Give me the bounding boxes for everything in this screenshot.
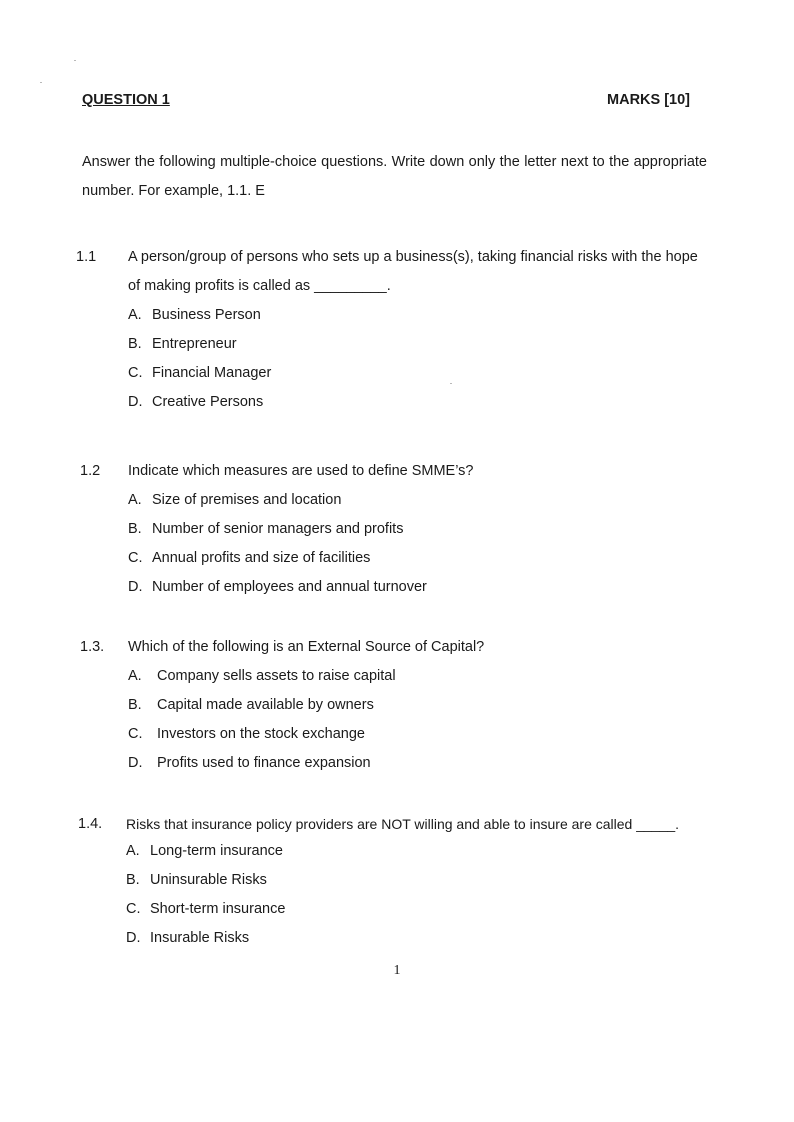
option-text: Capital made available by owners <box>157 697 374 713</box>
option-text: Number of senior managers and profits <box>152 521 404 537</box>
option-text: Creative Persons <box>152 394 264 410</box>
option-letter: D. <box>126 930 141 946</box>
question-number: 1.1 <box>76 249 97 265</box>
option <box>128 359 271 388</box>
option-text: Annual profits and size of facilities <box>152 550 371 566</box>
option <box>128 330 271 359</box>
option <box>128 720 396 749</box>
option-list <box>128 662 396 778</box>
option <box>128 486 427 515</box>
option-list <box>128 301 271 417</box>
question-text: Which of the following is an External Source of Capital? <box>128 639 485 655</box>
option-text: Size of premises and location <box>152 492 342 508</box>
option-text: Short-term insurance <box>150 901 286 917</box>
marks-label: MARKS [10] <box>607 92 690 108</box>
option-letter: C. <box>128 365 143 381</box>
option-text: Profits used to finance expansion <box>157 755 371 771</box>
option-letter: D. <box>128 755 143 771</box>
page-number: 1 <box>393 963 401 978</box>
option-text: Uninsurable Risks <box>150 872 267 888</box>
option-letter: C. <box>128 550 143 566</box>
option-text: Long-term insurance <box>150 843 283 859</box>
option-letter: B. <box>128 521 142 537</box>
option <box>126 837 285 866</box>
question-text: Risks that insurance policy providers are NOT willing and able to insure are called _____. <box>126 816 680 832</box>
question-title: QUESTION 1 <box>82 92 170 108</box>
option <box>128 573 427 602</box>
option-letter: B. <box>128 336 142 352</box>
option-letter: A. <box>128 668 142 684</box>
option <box>126 895 285 924</box>
option-letter: A. <box>128 307 142 323</box>
option-text: Business Person <box>152 307 261 323</box>
question-number: 1.4. <box>78 816 103 832</box>
option <box>128 749 396 778</box>
scan-speck <box>450 383 452 384</box>
option-letter: A. <box>128 492 142 508</box>
option-letter: D. <box>128 579 143 595</box>
option-letter: D. <box>128 394 143 410</box>
question-header <box>82 92 690 112</box>
option-text: Financial Manager <box>152 365 272 381</box>
scan-speck <box>74 60 76 61</box>
question-text: Indicate which measures are used to define SMME’s? <box>128 463 474 479</box>
option-letter: C. <box>126 901 141 917</box>
option-letter: B. <box>128 697 142 713</box>
option <box>126 866 285 895</box>
option <box>128 515 427 544</box>
option-text: Number of employees and annual turnover <box>152 579 427 595</box>
option-list <box>128 486 427 602</box>
option-text: Entrepreneur <box>152 336 237 352</box>
option-letter: A. <box>126 843 140 859</box>
option <box>128 544 427 573</box>
scan-speck <box>40 82 42 83</box>
option <box>128 662 396 691</box>
option-text: Company sells assets to raise capital <box>157 668 396 684</box>
option <box>128 388 271 417</box>
question-text: A person/group of persons who sets up a business(s), taking financial risks with the hope of making profits is called as _________. <box>128 249 698 294</box>
option-letter: B. <box>126 872 140 888</box>
option-text: Insurable Risks <box>150 930 250 946</box>
option <box>128 301 271 330</box>
option <box>126 924 285 953</box>
question-number: 1.2 <box>80 463 101 479</box>
option-list <box>126 837 285 953</box>
instructions: Answer the following multiple-choice questions. Write down only the letter next to the appropriate number. For example, 1.1. E <box>82 154 707 199</box>
question-number: 1.3. <box>80 639 105 655</box>
option-letter: C. <box>128 726 143 742</box>
option <box>128 691 396 720</box>
option-text: Investors on the stock exchange <box>157 726 365 742</box>
